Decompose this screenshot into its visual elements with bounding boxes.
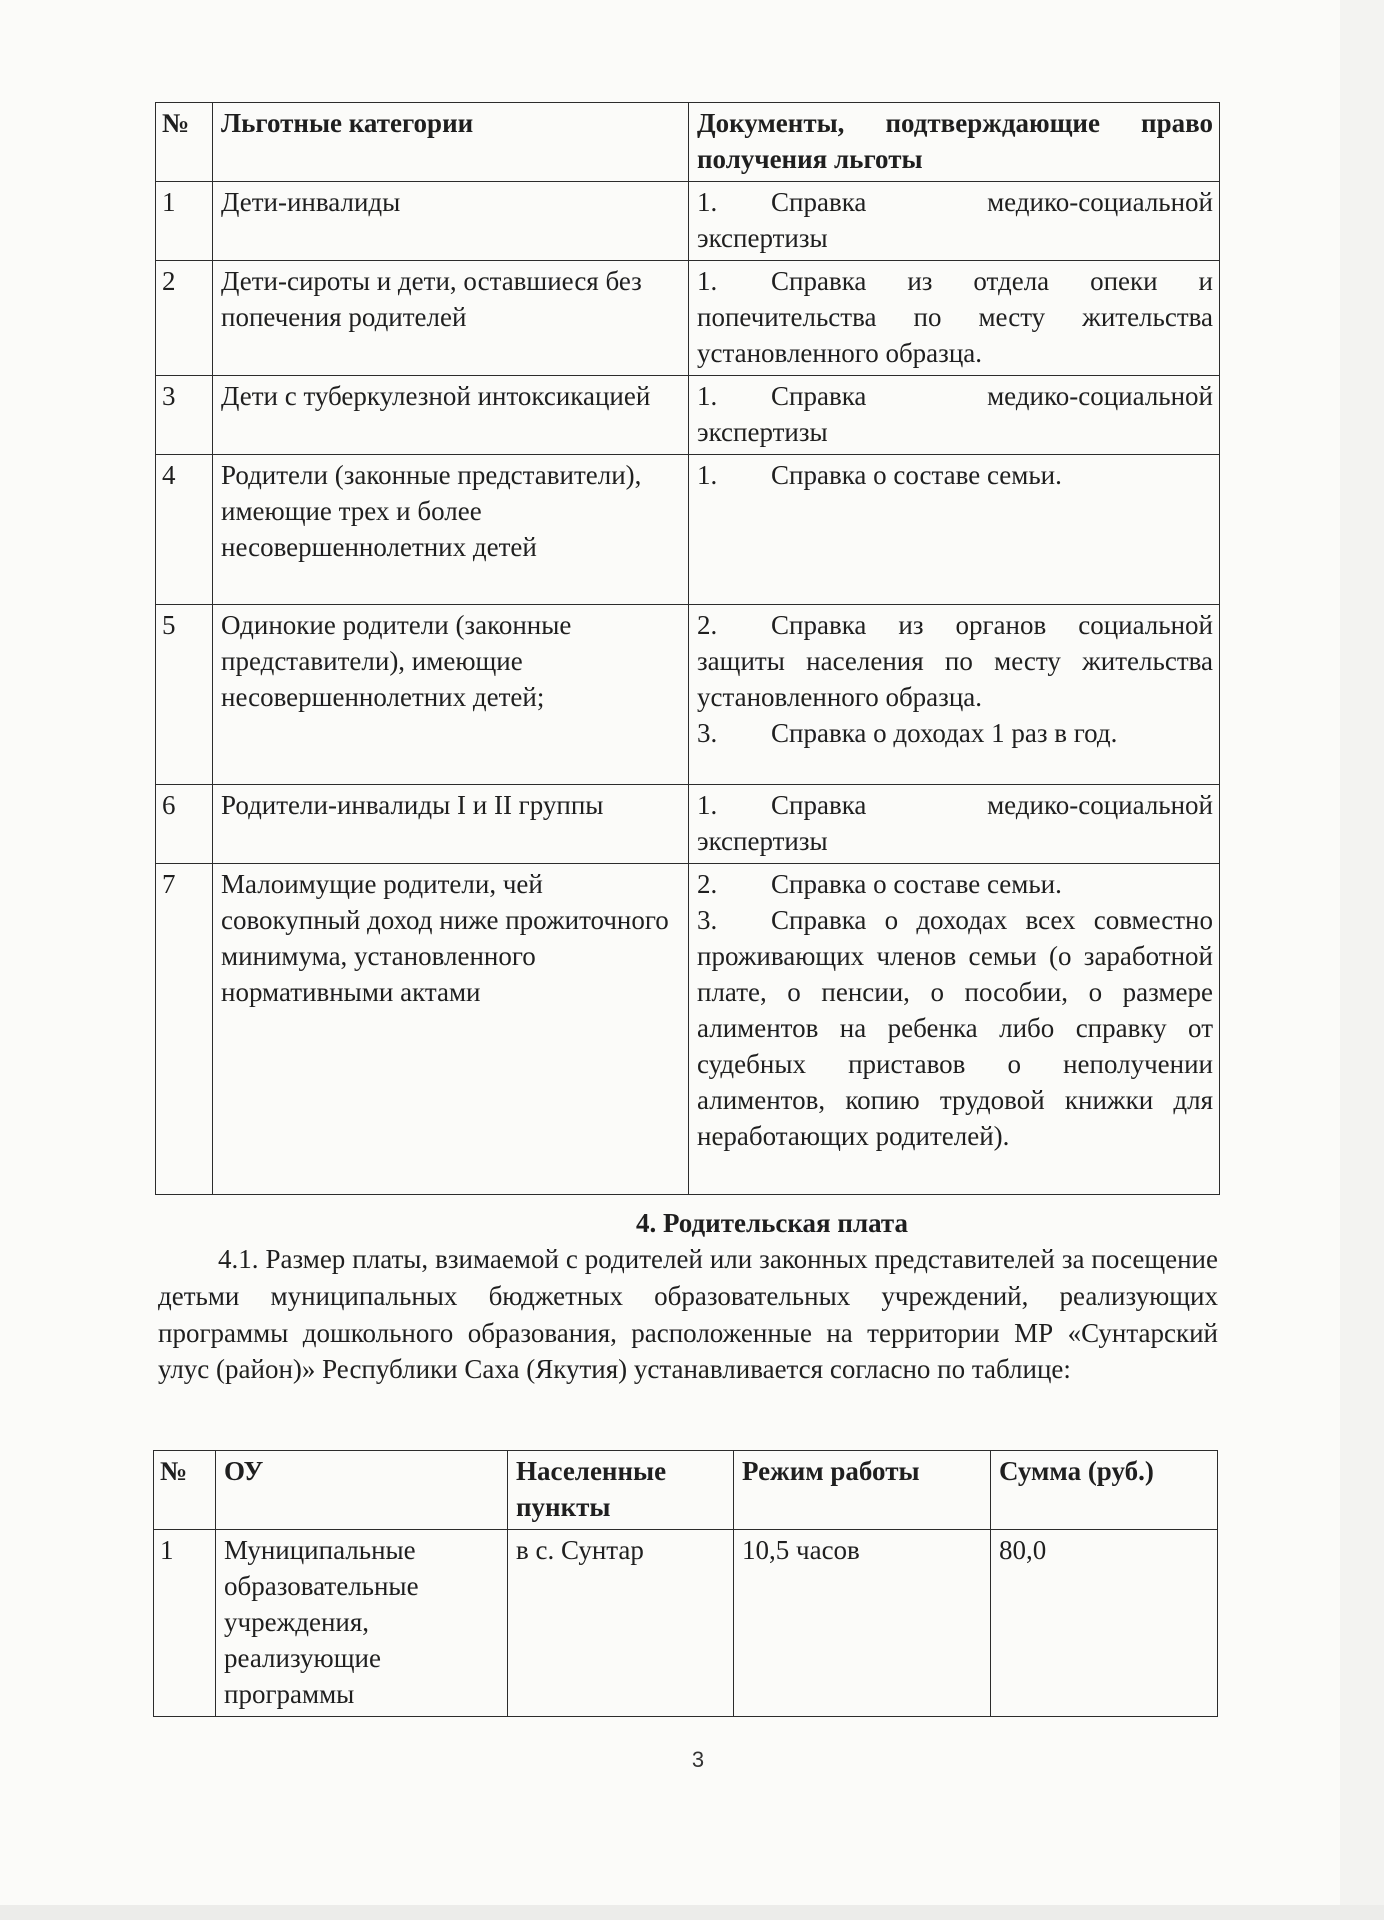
row-category: Родители (законные представители), имеющие трех и более несовершеннолетних детей [213,455,689,605]
document-item: 2. Справка о составе семьи. [697,869,1062,899]
header-num: № [156,103,213,182]
row-documents [689,785,1220,864]
header-ou: ОУ [216,1451,508,1530]
row-settlement: в с. Сунтар [508,1530,734,1717]
table-row [156,864,1220,1195]
section-paragraph: 4.1. Размер платы, взимаемой с родителей или законных представителей за посещение детьми муниципальных бюджетных образовательных учреждений, реализующих программы дошкольного образования, расположенные на территории МР «Сунтарский улус (район)» Республики Саха (Якутия) устанавливается согласно по таблице: [158,1244,1218,1385]
row-mode: 10,5 часов [734,1530,991,1717]
row-num: 5 [156,605,213,785]
document-item: 1. Справка о составе семьи. [697,460,1062,490]
row-documents [689,605,1220,785]
document-item: 1. Справка медико-социальной экспертизы [697,187,1213,253]
table-header-row [154,1451,1218,1530]
row-num: 1 [156,182,213,261]
row-num: 3 [156,376,213,455]
document-item: 1. Справка из отдела опеки и попечительства по месту жительства установленного образца. [697,266,1213,368]
row-documents [689,182,1220,261]
row-category: Малоимущие родители, чей совокупный доход ниже прожиточного минимума, установленного нормативными актами [213,864,689,1195]
row-category: Родители-инвалиды I и II группы [213,785,689,864]
row-documents [689,864,1220,1195]
header-documents: Документы, подтверждающие право получения льготы [689,103,1220,182]
document-item: 2. Справка из органов социальной защиты населения по месту жительства установленного образца. [697,610,1213,712]
scan-edge-bottom [0,1905,1384,1920]
row-num: 2 [156,261,213,376]
table-row [156,455,1220,605]
document-item: 3. Справка о доходах всех совместно проживающих членов семьи (о заработной плате, о пенсии, о пособии, о размере алиментов на ребенка либо справку от судебных приставов о неполучении алиментов, копию трудовой книжки для неработающих родителей). [697,905,1213,1151]
header-num: № [154,1451,216,1530]
table-row [156,376,1220,455]
header-mode: Режим работы [734,1451,991,1530]
row-sum: 80,0 [991,1530,1218,1717]
table-row [154,1530,1218,1717]
row-num: 4 [156,455,213,605]
document-item: 1. Справка медико-социальной экспертизы [697,381,1213,447]
header-sum: Сумма (руб.) [991,1451,1218,1530]
table-row [156,605,1220,785]
scan-edge-right [1340,0,1384,1920]
row-num: 7 [156,864,213,1195]
benefits-table [155,102,1220,1195]
page-number: 3 [691,1747,705,1772]
table-header-row [156,103,1220,182]
table-row [156,785,1220,864]
document-item: 3. Справка о доходах 1 раз в год. [697,718,1118,748]
row-category: Дети-инвалиды [213,182,689,261]
document-item: 1. Справка медико-социальной экспертизы [697,790,1213,856]
row-num: 6 [156,785,213,864]
row-documents [689,261,1220,376]
row-documents [689,376,1220,455]
header-settlements: Населенные пункты [508,1451,734,1530]
row-category: Дети с туберкулезной интоксикацией [213,376,689,455]
row-category: Дети-сироты и дети, оставшиеся без попечения родителей [213,261,689,376]
fee-table [153,1450,1218,1717]
row-num: 1 [154,1530,216,1717]
row-category: Одинокие родители (законные представители), имеющие несовершеннолетних детей; [213,605,689,785]
row-documents [689,455,1220,605]
section-heading: 4. Родительская плата [635,1208,909,1238]
row-ou: Муниципальные образовательные учреждения, реализующие программы [216,1530,508,1717]
table-row [156,261,1220,376]
header-category: Льготные категории [213,103,689,182]
table-row [156,182,1220,261]
